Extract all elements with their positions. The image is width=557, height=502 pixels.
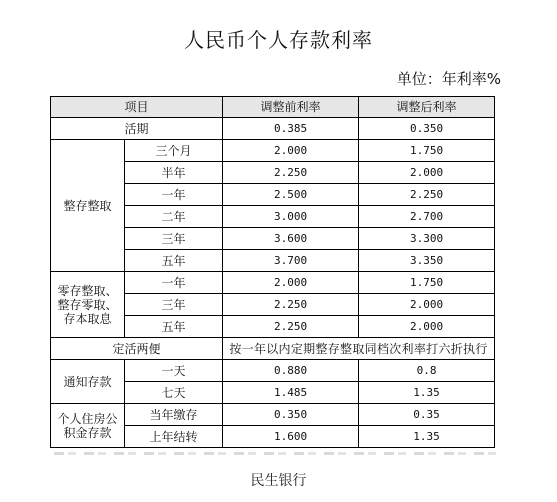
rate-after-cell: 2.250 xyxy=(359,184,495,206)
flexible-deposit-label: 定活两便 xyxy=(51,338,223,360)
faded-text-line xyxy=(54,452,500,455)
source-caption: 民生银行 xyxy=(250,473,307,489)
rate-after-cell: 0.350 xyxy=(359,118,495,140)
rate-after-cell: 1.750 xyxy=(359,140,495,162)
rate-after-cell: 2.700 xyxy=(359,206,495,228)
installment-label-line: 整存零取、 xyxy=(57,297,118,312)
table-row xyxy=(51,338,495,360)
term-cell: 一年 xyxy=(125,184,223,206)
rate-before-cell: 2.250 xyxy=(223,294,359,316)
rate-after-cell: 3.300 xyxy=(359,228,495,250)
rate-before-cell: 2.250 xyxy=(223,162,359,184)
rate-after-cell: 1.35 xyxy=(359,426,495,448)
rate-after-cell: 3.350 xyxy=(359,250,495,272)
rate-after-cell: 0.35 xyxy=(359,404,495,426)
header-after-rate: 调整后利率 xyxy=(359,97,495,118)
term-cell: 半年 xyxy=(125,162,223,184)
rate-before-cell: 3.000 xyxy=(223,206,359,228)
term-cell: 五年 xyxy=(125,316,223,338)
term-cell: 一天 xyxy=(125,360,223,382)
term-cell: 一年 xyxy=(125,272,223,294)
term-cell: 三年 xyxy=(125,228,223,250)
rate-after-cell: 1.35 xyxy=(359,382,495,404)
term-cell: 五年 xyxy=(125,250,223,272)
housing-fund-label-line: 个人住房公 xyxy=(57,411,118,426)
rate-before-cell: 2.000 xyxy=(223,272,359,294)
header-item: 项目 xyxy=(51,97,223,118)
rate-after-cell: 0.8 xyxy=(359,360,495,382)
rate-before-cell: 1.485 xyxy=(223,382,359,404)
table-row xyxy=(51,404,495,426)
current-deposit-label: 活期 xyxy=(51,118,223,140)
rate-before-cell: 0.385 xyxy=(223,118,359,140)
term-cell: 七天 xyxy=(125,382,223,404)
rate-before-cell: 3.700 xyxy=(223,250,359,272)
rate-before-cell: 0.350 xyxy=(223,404,359,426)
table-row xyxy=(51,360,495,382)
notice-deposit-label: 通知存款 xyxy=(51,360,125,404)
unit-label: 单位：年利率% xyxy=(396,70,501,88)
table-row xyxy=(51,140,495,162)
installment-label-line: 零存整取、 xyxy=(57,283,118,298)
flexible-deposit-note: 按一年以内定期整存整取同档次利率打六折执行 xyxy=(223,338,495,360)
housing-fund-deposit-label xyxy=(51,404,125,448)
page-title: 人民币个人存款利率 xyxy=(184,28,373,52)
rate-before-cell: 1.600 xyxy=(223,426,359,448)
table-row xyxy=(51,118,495,140)
installment-label-line: 存本取息 xyxy=(63,311,112,326)
rate-after-cell: 1.750 xyxy=(359,272,495,294)
rate-after-cell: 2.000 xyxy=(359,316,495,338)
table-row xyxy=(51,272,495,294)
rate-before-cell: 2.250 xyxy=(223,316,359,338)
rate-table xyxy=(50,96,495,448)
rate-after-cell: 2.000 xyxy=(359,162,495,184)
term-cell: 二年 xyxy=(125,206,223,228)
rate-before-cell: 2.500 xyxy=(223,184,359,206)
rate-after-cell: 2.000 xyxy=(359,294,495,316)
term-cell: 三年 xyxy=(125,294,223,316)
rate-before-cell: 2.000 xyxy=(223,140,359,162)
header-before-rate: 调整前利率 xyxy=(223,97,359,118)
installment-deposit-label xyxy=(51,272,125,338)
rate-before-cell: 3.600 xyxy=(223,228,359,250)
rate-before-cell: 0.880 xyxy=(223,360,359,382)
table-header-row xyxy=(51,97,495,118)
time-deposit-label: 整存整取 xyxy=(51,140,125,272)
term-cell: 三个月 xyxy=(125,140,223,162)
housing-fund-label-line: 积金存款 xyxy=(63,425,112,440)
term-cell: 当年缴存 xyxy=(125,404,223,426)
term-cell: 上年结转 xyxy=(125,426,223,448)
